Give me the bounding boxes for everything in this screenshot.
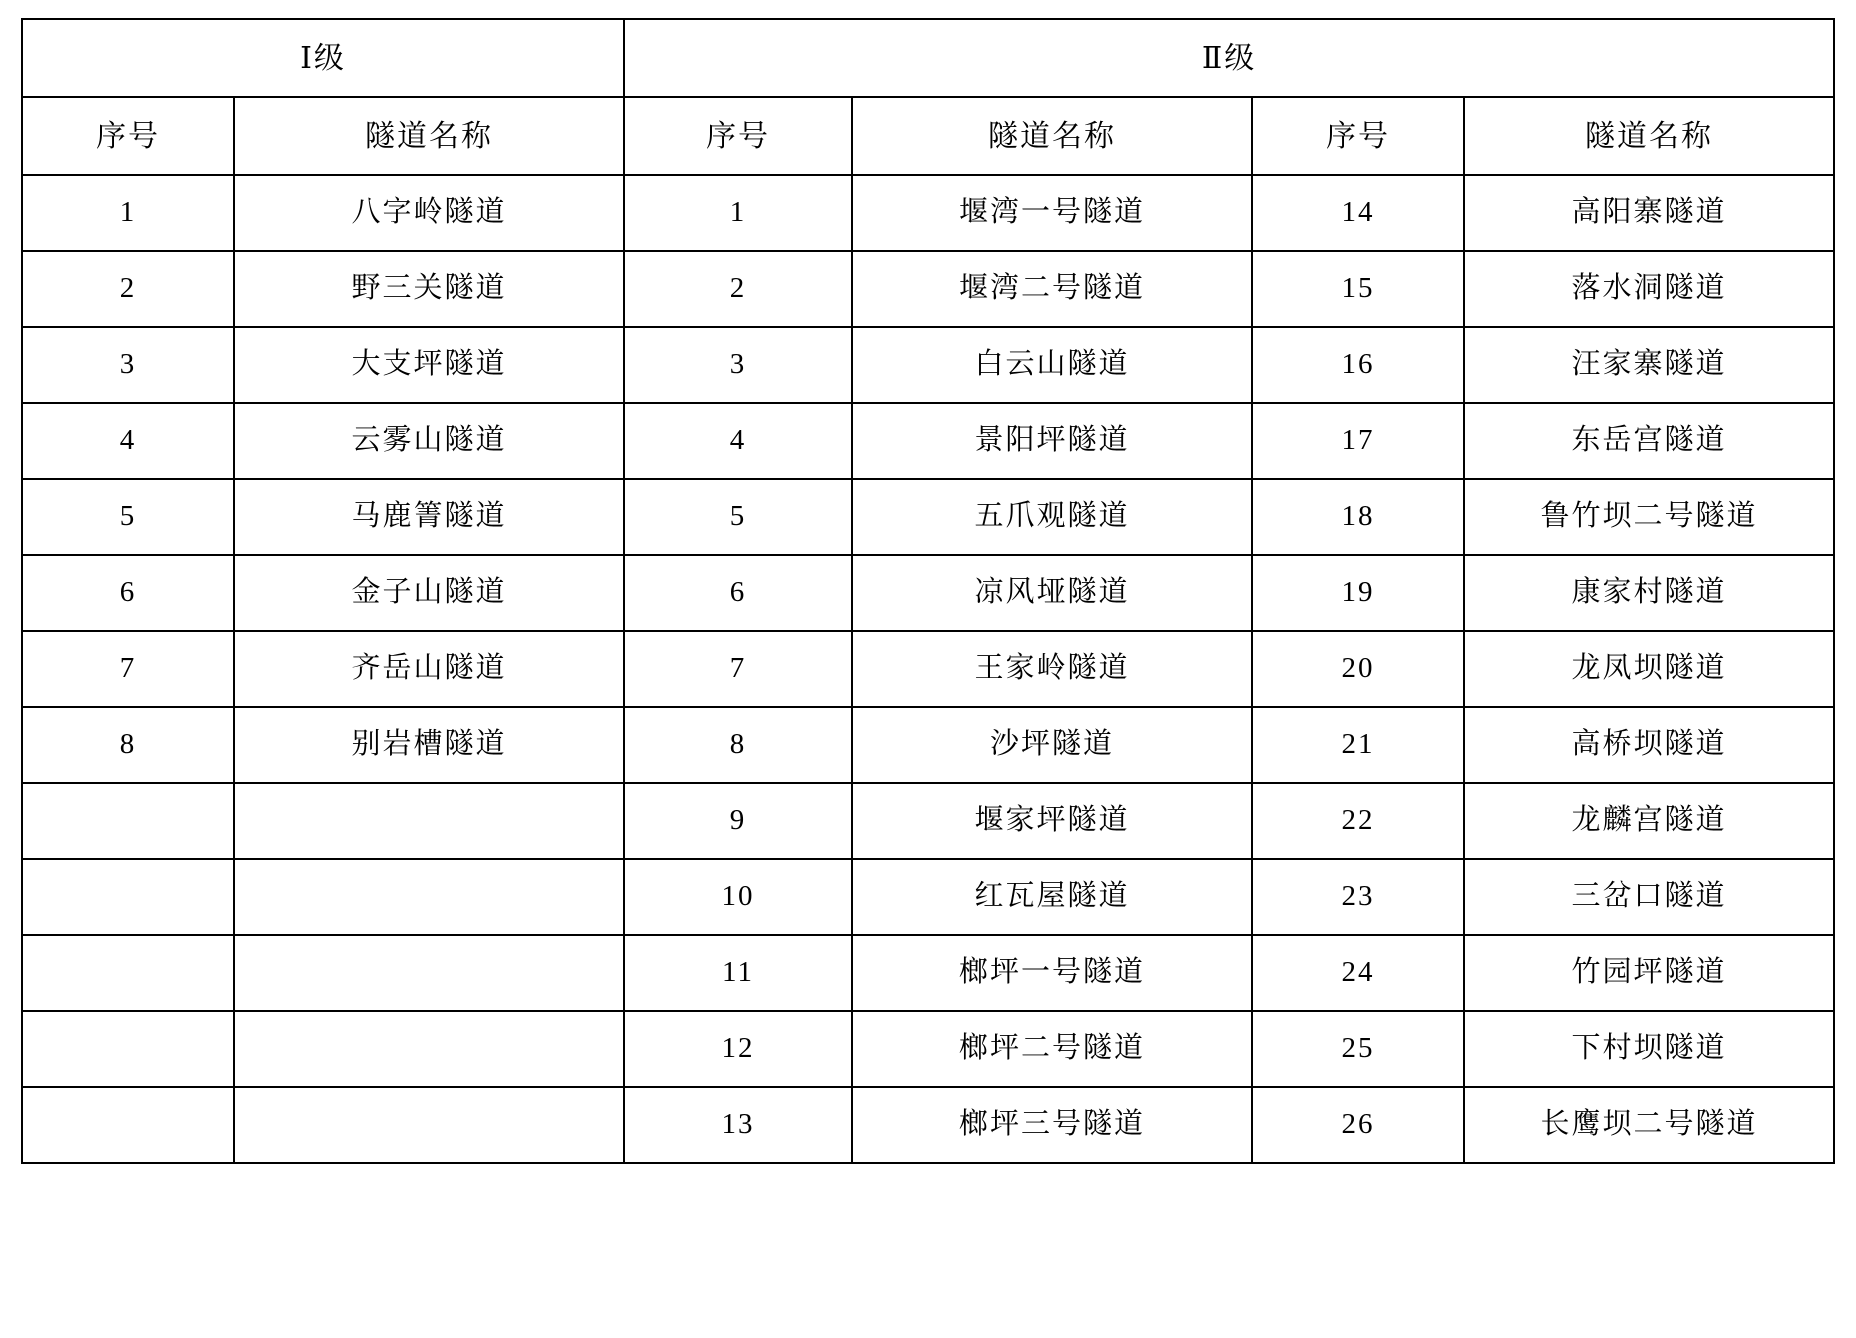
table-cell-tunnel-name: 三岔口隧道	[1464, 859, 1834, 935]
table-cell-empty	[234, 783, 624, 859]
table-cell-tunnel-name: 榔坪一号隧道	[852, 935, 1252, 1011]
table-cell-index: 17	[1252, 403, 1464, 479]
table-cell-index: 22	[1252, 783, 1464, 859]
table-row	[22, 327, 1834, 403]
table-cell-tunnel-name: 王家岭隧道	[852, 631, 1252, 707]
table-cell-empty	[22, 1087, 234, 1163]
table-cell-tunnel-name: 榔坪三号隧道	[852, 1087, 1252, 1163]
table-cell-tunnel-name: 竹园坪隧道	[1464, 935, 1834, 1011]
table-cell-index: 16	[1252, 327, 1464, 403]
table-row	[22, 251, 1834, 327]
table-cell-index: 2	[22, 251, 234, 327]
table-cell-index: 4	[624, 403, 852, 479]
table-cell-index: 21	[1252, 707, 1464, 783]
table-cell-empty	[22, 783, 234, 859]
table-row	[22, 707, 1834, 783]
group-header-cell: Ⅱ级	[624, 19, 1834, 97]
table-cell-index: 8	[22, 707, 234, 783]
table-cell-index: 9	[624, 783, 852, 859]
table-cell-index: 6	[22, 555, 234, 631]
table-cell-tunnel-name: 汪家寨隧道	[1464, 327, 1834, 403]
table-cell-index: 3	[624, 327, 852, 403]
table-cell-empty	[22, 859, 234, 935]
table-cell-empty	[22, 935, 234, 1011]
table-row	[22, 1011, 1834, 1087]
table-cell-tunnel-name: 下村坝隧道	[1464, 1011, 1834, 1087]
table-cell-index: 4	[22, 403, 234, 479]
table-cell-index: 8	[624, 707, 852, 783]
table-cell-tunnel-name: 野三关隧道	[234, 251, 624, 327]
table-cell-index: 25	[1252, 1011, 1464, 1087]
table-row	[22, 1087, 1834, 1163]
table-cell-tunnel-name: 凉风垭隧道	[852, 555, 1252, 631]
table-cell-index: 7	[22, 631, 234, 707]
table-row	[22, 783, 1834, 859]
column-header-row	[22, 97, 1834, 175]
table-cell-tunnel-name: 堰湾二号隧道	[852, 251, 1252, 327]
table-cell-tunnel-name: 金子山隧道	[234, 555, 624, 631]
table-cell-tunnel-name: 云雾山隧道	[234, 403, 624, 479]
table-cell-index: 18	[1252, 479, 1464, 555]
table-cell-index: 7	[624, 631, 852, 707]
table-cell-index: 2	[624, 251, 852, 327]
table-cell-tunnel-name: 鲁竹坝二号隧道	[1464, 479, 1834, 555]
table-row	[22, 555, 1834, 631]
table-cell-index: 1	[22, 175, 234, 251]
table-cell-tunnel-name: 景阳坪隧道	[852, 403, 1252, 479]
table-cell-tunnel-name: 落水洞隧道	[1464, 251, 1834, 327]
table-cell-tunnel-name: 马鹿箐隧道	[234, 479, 624, 555]
table-cell-empty	[234, 935, 624, 1011]
table-cell-index: 20	[1252, 631, 1464, 707]
column-header-cell: 序号	[624, 97, 852, 175]
table-cell-index: 6	[624, 555, 852, 631]
table-cell-index: 15	[1252, 251, 1464, 327]
group-header-cell: Ⅰ级	[22, 19, 624, 97]
table-cell-tunnel-name: 榔坪二号隧道	[852, 1011, 1252, 1087]
table-cell-tunnel-name: 大支坪隧道	[234, 327, 624, 403]
table-cell-empty	[22, 1011, 234, 1087]
table-cell-tunnel-name: 八字岭隧道	[234, 175, 624, 251]
table-cell-index: 12	[624, 1011, 852, 1087]
column-header-cell: 隧道名称	[1464, 97, 1834, 175]
table-cell-tunnel-name: 白云山隧道	[852, 327, 1252, 403]
table-cell-tunnel-name: 齐岳山隧道	[234, 631, 624, 707]
column-header-cell: 隧道名称	[234, 97, 624, 175]
table-cell-index: 1	[624, 175, 852, 251]
group-header-row	[22, 19, 1834, 97]
table-cell-empty	[234, 1087, 624, 1163]
table-cell-index: 11	[624, 935, 852, 1011]
table-cell-index: 26	[1252, 1087, 1464, 1163]
column-header-cell: 隧道名称	[852, 97, 1252, 175]
table-row	[22, 631, 1834, 707]
table-cell-tunnel-name: 龙麟宫隧道	[1464, 783, 1834, 859]
tunnel-classification-table	[21, 18, 1835, 1164]
column-header-cell: 序号	[1252, 97, 1464, 175]
table-cell-tunnel-name: 五爪观隧道	[852, 479, 1252, 555]
table-cell-index: 3	[22, 327, 234, 403]
table-cell-tunnel-name: 堰湾一号隧道	[852, 175, 1252, 251]
table-cell-index: 14	[1252, 175, 1464, 251]
table-body	[22, 19, 1834, 1163]
table-cell-tunnel-name: 东岳宫隧道	[1464, 403, 1834, 479]
table-cell-empty	[234, 1011, 624, 1087]
table-cell-index: 23	[1252, 859, 1464, 935]
table-row	[22, 479, 1834, 555]
table-row	[22, 175, 1834, 251]
column-header-cell: 序号	[22, 97, 234, 175]
table-cell-tunnel-name: 别岩槽隧道	[234, 707, 624, 783]
table-cell-index: 5	[22, 479, 234, 555]
table-cell-index: 5	[624, 479, 852, 555]
table-cell-tunnel-name: 康家村隧道	[1464, 555, 1834, 631]
table-cell-tunnel-name: 高桥坝隧道	[1464, 707, 1834, 783]
table-cell-index: 10	[624, 859, 852, 935]
table-cell-empty	[234, 859, 624, 935]
table-cell-tunnel-name: 堰家坪隧道	[852, 783, 1252, 859]
table-row	[22, 935, 1834, 1011]
table-cell-tunnel-name: 沙坪隧道	[852, 707, 1252, 783]
table-cell-index: 13	[624, 1087, 852, 1163]
table-row	[22, 403, 1834, 479]
table-cell-tunnel-name: 龙凤坝隧道	[1464, 631, 1834, 707]
table-row	[22, 859, 1834, 935]
table-cell-tunnel-name: 高阳寨隧道	[1464, 175, 1834, 251]
table-cell-tunnel-name: 长鹰坝二号隧道	[1464, 1087, 1834, 1163]
table-cell-index: 19	[1252, 555, 1464, 631]
table-cell-index: 24	[1252, 935, 1464, 1011]
table-cell-tunnel-name: 红瓦屋隧道	[852, 859, 1252, 935]
